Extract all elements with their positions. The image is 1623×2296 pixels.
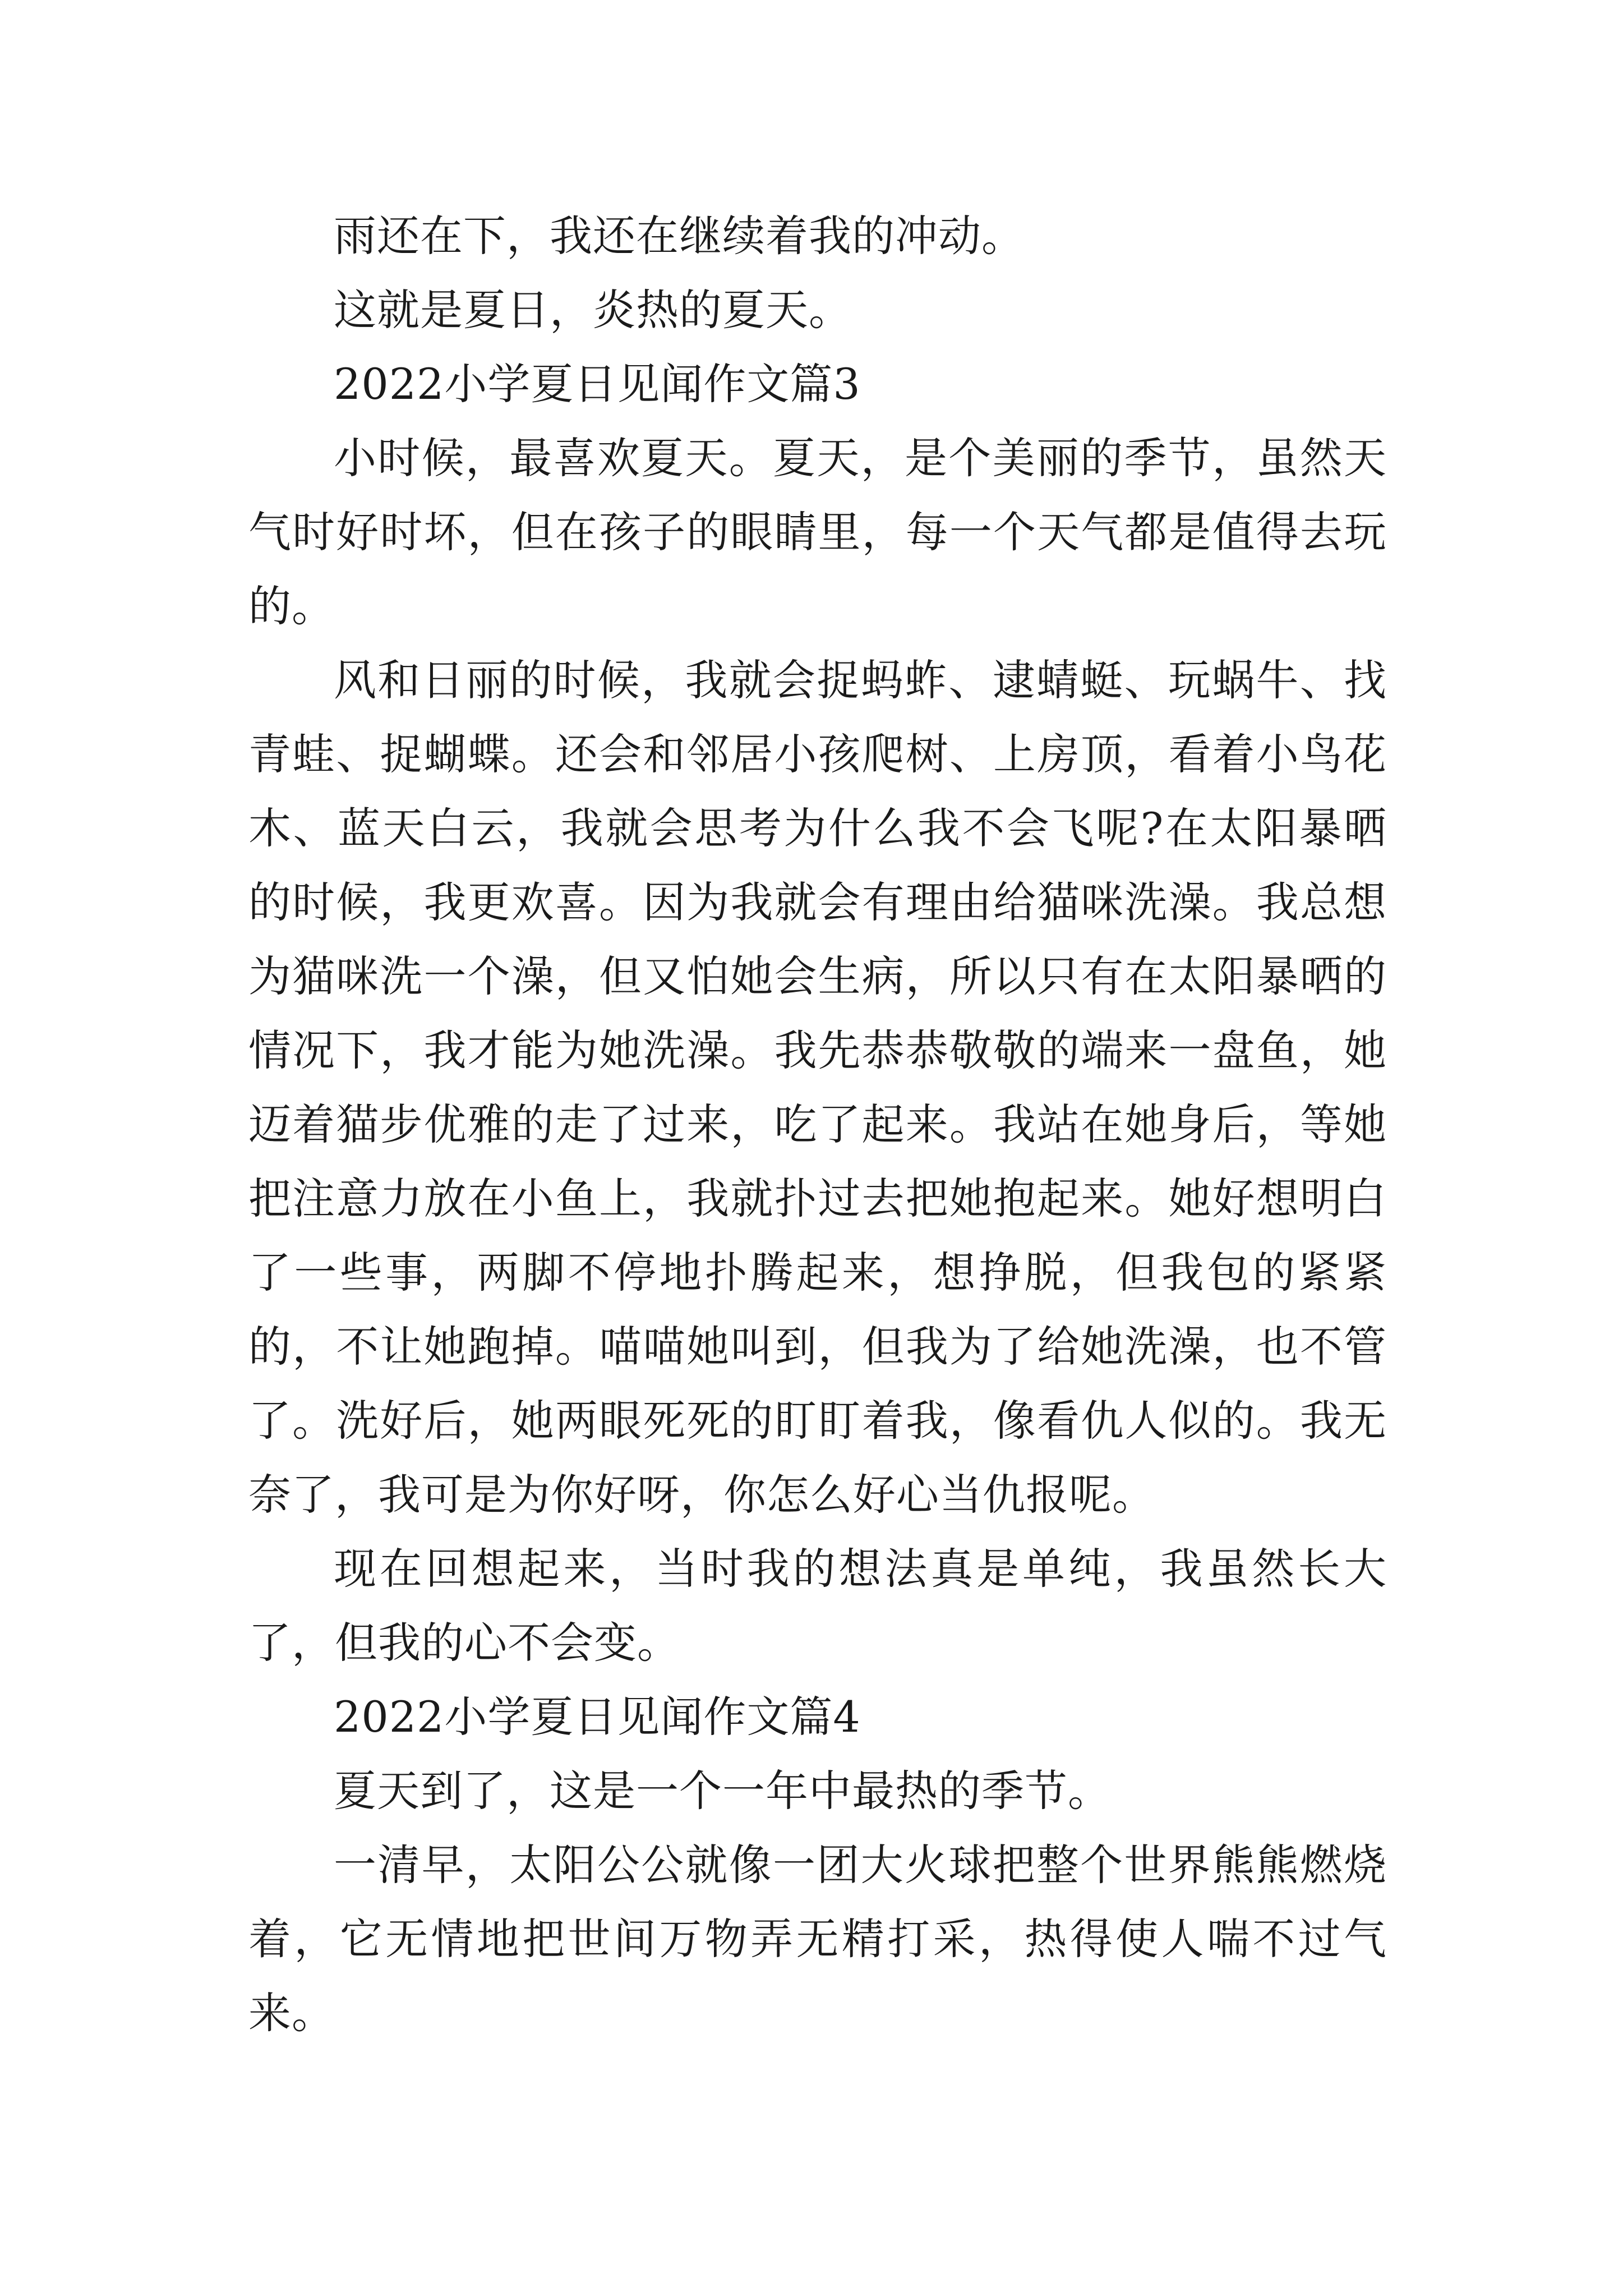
paragraph-sun: 一清早，太阳公公就像一团大火球把整个世界熊熊燃烧着，它无情地把世间万物弄无精打采，热得使人喘不过气来。 [248, 1840, 1387, 2038]
paragraph-rain: 雨还在下，我还在继续着我的冲动。 [334, 211, 1025, 261]
paragraph-summer-day: 这就是夏日，炎热的夏天。 [334, 285, 852, 335]
essay-heading-4: 2022小学夏日见闻作文篇4 [334, 1692, 861, 1742]
paragraph-childhood: 小时候，最喜欢夏天。夏天，是个美丽的季节，虽然天气时好时坏，但在孩子的眼睛里，每一个天气都是值得去玩的。 [248, 433, 1387, 631]
paragraph-reflection: 现在回想起来，当时我的想法真是单纯，我虽然长大了，但我的心不会变。 [248, 1544, 1387, 1668]
essay-heading-3: 2022小学夏日见闻作文篇3 [334, 359, 861, 409]
document-body [248, 199, 1387, 2050]
paragraph-hottest-season: 夏天到了，这是一个一年中最热的季节。 [334, 1766, 1111, 1816]
paragraph-cat-bath: 风和日丽的时候，我就会捉蚂蚱、逮蜻蜓、玩蜗牛、找青蛙、捉蝴蝶。还会和邻居小孩爬树、上房顶，看着小鸟花木、蓝天白云，我就会思考为什么我不会飞呢?在太阳暴晒的时候，我更欢喜。因为我就会有理由给猫咪洗澡。我总想为猫咪洗一个澡，但又怕她会生病，所以只有在太阳暴晒的情况下，我才能为她洗澡。我先恭恭敬敬的端来一盘鱼，她迈着猫步优雅的走了过来，吃了起来。我站在她身后，等她把注意力放在小鱼上，我就扑过去把她抱起来。她好想明白了一些事，两脚不停地扑腾起来，想挣脱，但我包的紧紧的，不让她跑掉。喵喵她叫到，但我为了给她洗澡，也不管了。洗好后，她两眼死死的盯盯着我，像看仇人似的。我无奈了，我可是为你好呀，你怎么好心当仇报呢。 [248, 655, 1387, 1520]
